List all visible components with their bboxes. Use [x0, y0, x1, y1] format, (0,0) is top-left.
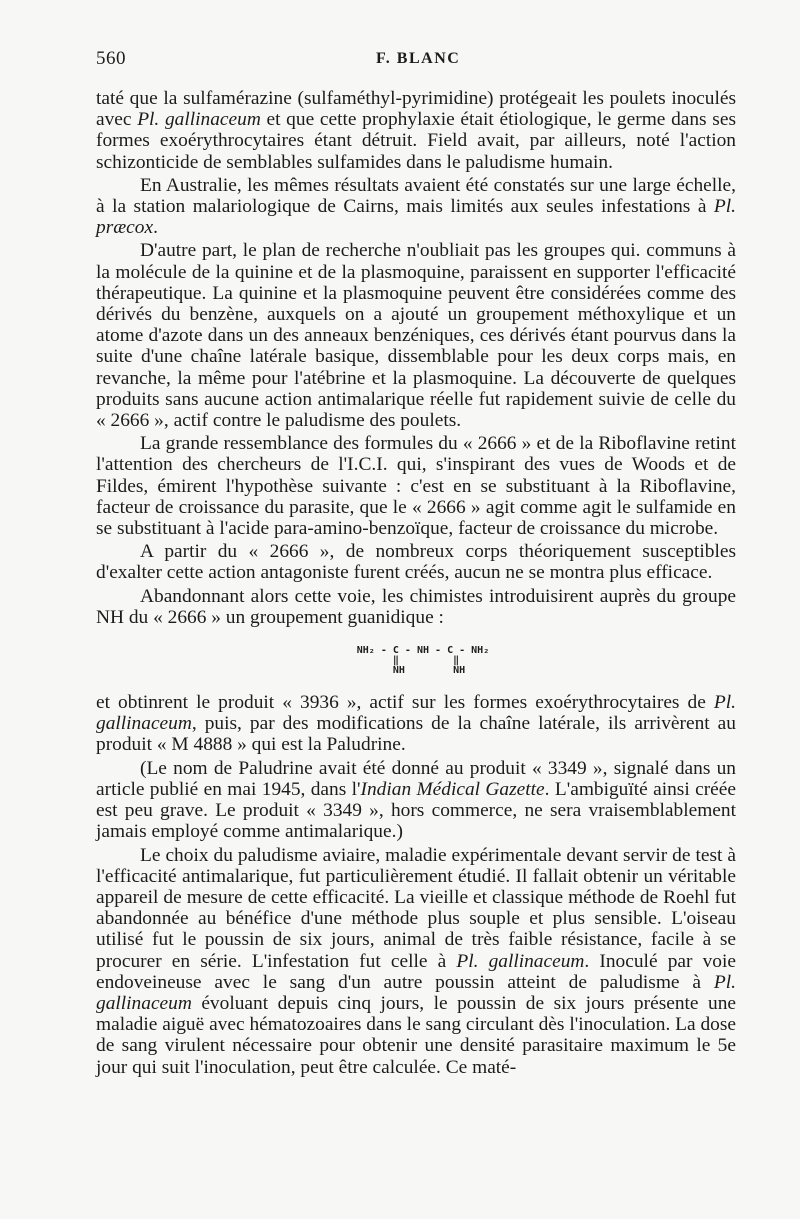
paragraph-text: , puis, par des modifications de la chaîne latérale, ils arrivèrent au produit « M 4888 » qui est la Paludrine. [96, 713, 736, 756]
paragraph [96, 240, 736, 431]
italic-text: Pl. gallinaceum [96, 971, 736, 1014]
paragraph [96, 433, 736, 539]
formula-line-3: NH NH [356, 665, 490, 677]
italic-text: Indian Médical Gazette [360, 778, 545, 800]
paragraph [96, 692, 736, 756]
paragraph [96, 845, 736, 1078]
paragraph-text: et obtinrent le produit « 3936 », actif sur les formes exoérythrocytaires de [96, 692, 714, 714]
paragraphs-after-formula [96, 692, 736, 1078]
paragraph-text: En Australie, les mêmes résultats avaient été constatés sur une large échelle, à la station malariologique de Cairns, mais limités aux seules infestations à [96, 174, 736, 218]
page-number: 560 [96, 48, 126, 69]
paragraph-text: . [153, 217, 158, 239]
paragraph [96, 586, 736, 628]
paragraph-text: Le choix du paludisme aviaire, maladie expérimentale devant servir de test à l'efficacité antimalarique, fut particulièrement étudié. Il fallait obtenir un véritable appareil de mesure de cette efficacité. La vieille et classique méthode de Roehl fut abandonnée au bénéfice d'une méthode plus souple et plus sensible. L'oiseau utilisé fut le poussin de six jours, animal de très faible résistance, facile à se procurer en série. L'infestation fut celle à [96, 844, 736, 972]
running-head: F. BLANC [376, 50, 461, 67]
paragraph [96, 758, 736, 843]
paragraph-text: taté que la sulfamérazine (sulfaméthyl-pyrimidine) protégeait les poulets inoculés avec [96, 88, 736, 131]
paragraph-text: et que cette prophylaxie était étiologique, le germe dans ses formes exoérythrocytaires étant détruit. Field avait, par ailleurs, noté l'action schizonticide de semblables sulfamides dans le paludisme humain. [96, 109, 736, 173]
paragraph-text: Abandonnant alors cette voie, les chimistes introduisirent auprès du groupe NH du « 2666 » un groupement guanidique : [96, 585, 736, 628]
paragraph-text: A partir du « 2666 », de nombreux corps théoriquement susceptibles d'exalter cette action antagoniste furent créés, aucun ne se montra plus efficace. [96, 541, 736, 584]
paragraph [96, 88, 736, 173]
paragraph [96, 541, 736, 583]
paragraph-text: . L'ambiguïté ainsi créée est peu grave. Le produit « 3349 », hors commerce, ne sera vraisemblablement jamais employé comme antimalarique.) [96, 778, 736, 843]
body-text [96, 88, 736, 1078]
paragraphs-before-formula [96, 88, 736, 628]
italic-text: Pl. præcox [96, 196, 736, 239]
formula-line-2: ‖ ‖ [356, 655, 490, 667]
paragraph [96, 175, 736, 239]
paragraph-text: . Inoculé par voie endoveineuse avec le sang d'un autre poussin atteint de paludisme à [96, 950, 736, 993]
paragraph-text: D'autre part, le plan de recherche n'oubliait pas les groupes qui. communs à la molécule de la quinine et de la plasmoquine, paraissent en supporter l'efficacité thérapeutique. La quinine et la plasmoquine peuvent être considérées comme des dérivés du benzène, auxquels on a ajouté un groupement méthoxylique et un atome d'azote dans un des anneaux benzéniques, ces dérivés étant pourvus dans la suite d'une chaîne latérale basique, dissemblable pour les deux corps mais, en revanche, la même pour l'atébrine et la plasmoquine. La découverte de quelques produits sans aucune action antimalarique réelle fut rapidement suivie de celle du « 2666 », actif contre le paludisme des poulets. [96, 240, 736, 432]
italic-text: Pl. gallinaceum [96, 692, 736, 735]
formula-line-1: NH₂ - C - NH - C - NH₂ [356, 645, 490, 657]
paragraph-text: La grande ressemblance des formules du « 2666 » et de la Riboflavine retint l'attention des chercheurs de l'I.C.I. qui, s'inspirant des vues de Woods et de Fildes, émirent l'hypothèse suivante : c'est en se substituant à la Riboflavine, facteur de croissance du parasite, que le « 2666 » agit comme agit le sulfamide en se substituant à l'acide para-amino-benzoïque, facteur de croissance du microbe. [96, 433, 736, 540]
paragraph-text: évoluant depuis cinq jours, le poussin de six jours présente une maladie aiguë avec hématozoaires dans le sang circulant dès l'inoculation. La dose de sang virulent nécessaire pour obtenir une densité parasitaire maximum le 5e jour qui suit l'inoculation, peut être calculée. Ce maté- [96, 992, 736, 1078]
paragraph-text: (Le nom de Paludrine avait été donné au produit « 3349 », signalé dans un article publié en mai 1945, dans l' [96, 757, 736, 800]
guanidine-formula [96, 646, 736, 676]
italic-text: Pl. gallinaceum [137, 109, 261, 131]
italic-text: Pl. gallinaceum [456, 950, 585, 972]
page-header [96, 48, 736, 76]
